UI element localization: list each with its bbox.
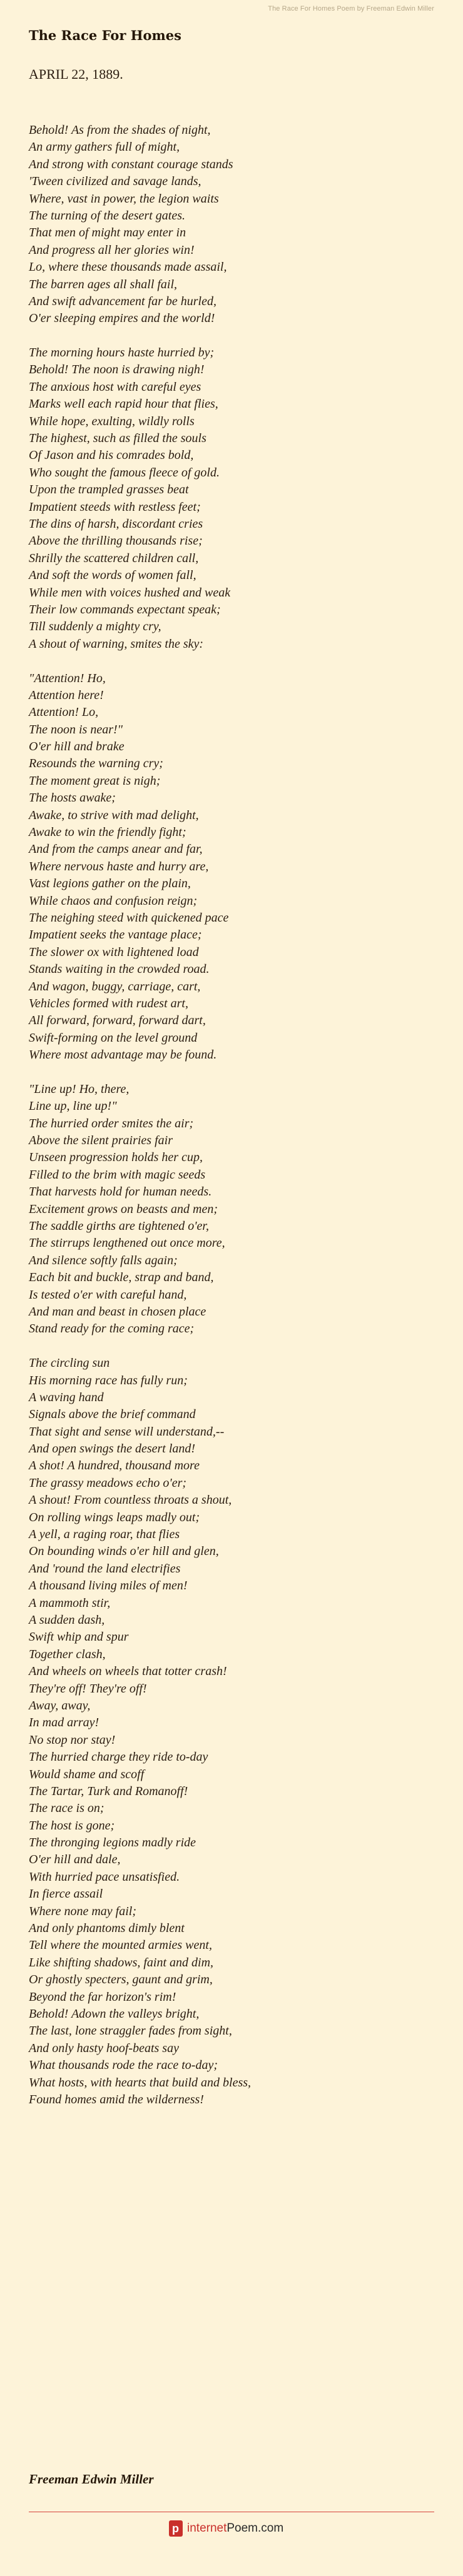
poem-line: On bounding winds o'er hill and glen, (29, 1544, 219, 1559)
poem-line: O'er hill and dale, (29, 1853, 121, 1867)
poem-line: The slower ox with lightened load (29, 945, 199, 959)
poem-line: An army gathers full of might, (29, 140, 180, 154)
poem-line: Of Jason and his comrades bold, (29, 448, 194, 463)
poem-line: Tell where the mounted armies went, (29, 1938, 212, 1953)
poem-line: And only phantoms dimly blent (29, 1921, 185, 1936)
poem-line: Impatient steeds with restless feet; (29, 500, 201, 514)
poem-line: And swift advancement far be hurled, (29, 294, 216, 308)
poem-line: Beyond the far horizon's rim! (29, 1990, 176, 2004)
poem-line: Upon the trampled grasses beat (29, 483, 189, 497)
poem-line: They're off! They're off! (29, 1681, 147, 1696)
poem-line: Where nervous haste and hurry are, (29, 859, 209, 873)
poem-stanza (29, 122, 442, 328)
poem-line: The Tartar, Turk and Romanoff! (29, 1784, 188, 1798)
poem-line: The highest, such as filled the souls (29, 431, 206, 446)
poem-line: Their low commands expectant speak; (29, 602, 221, 616)
poem-line: The saddle girths are tightened o'er, (29, 1219, 209, 1233)
poem-line: A sudden dash, (29, 1613, 105, 1627)
poem-line: The thronging legions madly ride (29, 1836, 196, 1850)
poem-line: Marks well each rapid hour that flies, (29, 397, 218, 411)
poem-line: And progress all her glories win! (29, 243, 195, 257)
poem-line: Shrilly the scattered children call, (29, 551, 199, 565)
poem-line: Together clash, (29, 1647, 106, 1661)
poem-line: On rolling wings leaps madly out; (29, 1510, 200, 1524)
poem-line: Above the silent prairies fair (29, 1134, 173, 1148)
poem-line: The last, lone straggler fades from sight, (29, 2024, 232, 2038)
poem-line: With hurried pace unsatisfied. (29, 1869, 180, 1884)
poem-line: Lo, where these thousands made assail, (29, 260, 227, 274)
poem-line: That sight and sense will understand,-- (29, 1424, 225, 1439)
poem-line: 'Tween civilized and savage lands, (29, 174, 201, 189)
poem-line: And silence softly falls again; (29, 1253, 178, 1267)
poem-line: His morning race has fully run; (29, 1373, 188, 1387)
poem-line: The host is gone; (29, 1818, 115, 1833)
poem-title: The Race For Homes (29, 28, 181, 43)
site-logo-text (187, 2522, 283, 2535)
poem-line: The stirrups lengthened out once more, (29, 1236, 225, 1250)
poem-line: Behold! The noon is drawing nigh! (29, 363, 205, 377)
poem-line: And soft the words of women fall, (29, 568, 196, 583)
poem-line: Line up, line up!" (29, 1099, 117, 1114)
poem-line: That harvests hold for human needs. (29, 1185, 212, 1199)
poem-line: Above the thrilling thousands rise; (29, 534, 203, 548)
poem-line: Where, vast in power, the legion waits (29, 191, 219, 206)
poem-line: What thousands rode the race to-day; (29, 2058, 218, 2073)
poem-line: Is tested o'er with careful hand, (29, 1287, 187, 1302)
poem-line: While hope, exulting, wildly rolls (29, 414, 195, 428)
poem-line: "Line up! Ho, there, (29, 1082, 130, 1096)
poem-line: In mad array! (29, 1716, 99, 1730)
poem-line: The dins of harsh, discordant cries (29, 516, 203, 531)
site-logo-brand: internet (187, 2522, 227, 2535)
poem-line: The barren ages all shall fail, (29, 277, 178, 291)
poem-line: The neighing steed with quickened pace (29, 910, 229, 925)
poem-line: The hosts awake; (29, 791, 116, 805)
poem-line: While men with voices hushed and weak (29, 585, 231, 600)
poem-line: Found homes amid the wilderness! (29, 2092, 204, 2106)
poem-line: Would shame and scoff (29, 1767, 145, 1781)
poem-line: While chaos and confusion reign; (29, 893, 198, 908)
poem-line: Excitement grows on beasts and men; (29, 1202, 218, 1216)
poem-line: Filled to the brim with magic seeds (29, 1167, 206, 1182)
poem-line: Swift-forming on the level ground (29, 1030, 198, 1045)
poem-date: APRIL 22, 1889. (29, 66, 123, 82)
poem-line: What hosts, with hearts that build and bless, (29, 2075, 252, 2090)
poem-line: A mammoth stir, (29, 1596, 111, 1610)
poem-line: Unseen progression holds her cup, (29, 1150, 203, 1165)
poem-line: The grassy meadows echo o'er; (29, 1476, 187, 1490)
poem-line: The race is on; (29, 1801, 104, 1816)
poem-line: Swift whip and spur (29, 1630, 129, 1644)
poem-line: Where most advantage may be found. (29, 1048, 217, 1062)
poem-stanza (29, 1355, 442, 2108)
poem-stanza (29, 1081, 442, 1338)
poem-line: A shout of warning, smites the sky: (29, 636, 204, 651)
poem-line: Stand ready for the coming race; (29, 1322, 195, 1336)
poem-line: The hurried charge they ride to-day (29, 1750, 208, 1764)
poem-line: Impatient seeks the vantage place; (29, 928, 202, 942)
poem-line: Attention! Lo, (29, 705, 99, 720)
site-logo[interactable] (169, 2520, 283, 2537)
poem-line: Behold! As from the shades of night, (29, 123, 211, 137)
poem-line: And open swings the desert land! (29, 1442, 196, 1456)
poem-body (29, 122, 442, 2126)
poem-line: "Attention! Ho, (29, 671, 106, 685)
poem-line: Like shifting shadows, faint and dim, (29, 1955, 214, 1970)
poem-line: Resounds the warning cry; (29, 757, 163, 771)
header-caption: The Race For Homes Poem by Freeman Edwin Miller (268, 5, 434, 13)
poem-line: The moment great is nigh; (29, 773, 161, 788)
poem-line: A waving hand (29, 1390, 104, 1404)
poem-line: And 'round the land electrifies (29, 1561, 181, 1576)
poem-line: The noon is near!" (29, 722, 123, 737)
poem-line: Or ghostly specters, gaunt and grim, (29, 1973, 213, 1987)
poem-line: Vast legions gather on the plain, (29, 877, 191, 891)
poem-line: No stop nor stay! (29, 1733, 116, 1747)
poem-line: In fierce assail (29, 1887, 103, 1901)
poem-line: The morning hours haste hurried by; (29, 346, 215, 360)
poem-line: A shot! A hundred, thousand more (29, 1459, 200, 1473)
poem-line: And wheels on wheels that totter crash! (29, 1664, 227, 1679)
site-logo-domain: Poem.com (226, 2522, 284, 2535)
p-letter-badge-icon: p (169, 2520, 183, 2537)
poem-line: The circling sun (29, 1356, 110, 1371)
poem-line: A yell, a raging roar, that flies (29, 1527, 180, 1542)
poem-stanza (29, 670, 442, 1064)
poem-line: Where none may fail; (29, 1904, 136, 1918)
poem-line: Signals above the brief command (29, 1407, 196, 1422)
poem-line: Till suddenly a mighty cry, (29, 620, 161, 634)
poem-author: Freeman Edwin Miller (29, 2472, 154, 2487)
poem-line: And strong with constant courage stands (29, 157, 233, 171)
poem-line: A thousand living miles of men! (29, 1579, 188, 1593)
poem-line: Away, away, (29, 1698, 91, 1713)
poem-line: Awake to win the friendly fight; (29, 825, 186, 840)
poem-line: And wagon, buggy, carriage, cart, (29, 979, 201, 994)
poem-line: All forward, forward, forward dart, (29, 1014, 206, 1028)
poem-line: Behold! Adown the valleys bright, (29, 2006, 200, 2021)
poem-stanza (29, 345, 442, 653)
poem-line: The turning of the desert gates. (29, 208, 185, 223)
poem-line: And man and beast in chosen place (29, 1304, 206, 1319)
poem-line: And only hasty hoof-beats say (29, 2041, 179, 2055)
poem-line: That men of might may enter in (29, 226, 186, 240)
poem-line: Who sought the famous fleece of gold. (29, 465, 220, 480)
poem-line: A shout! From countless throats a shout, (29, 1493, 232, 1507)
poem-line: And from the camps anear and far, (29, 842, 203, 857)
poem-line: Vehicles formed with rudest art, (29, 996, 188, 1010)
poem-line: O'er sleeping empires and the world! (29, 311, 215, 326)
poem-line: O'er hill and brake (29, 740, 125, 754)
poem-line: The anxious host with careful eyes (29, 380, 201, 394)
poem-line: The hurried order smites the air; (29, 1116, 194, 1130)
poem-line: Stands waiting in the crowded road. (29, 962, 210, 977)
poem-line: Each bit and buckle, strap and band, (29, 1270, 214, 1285)
poem-line: Attention here! (29, 688, 104, 702)
poem-line: Awake, to strive with mad delight, (29, 808, 199, 822)
